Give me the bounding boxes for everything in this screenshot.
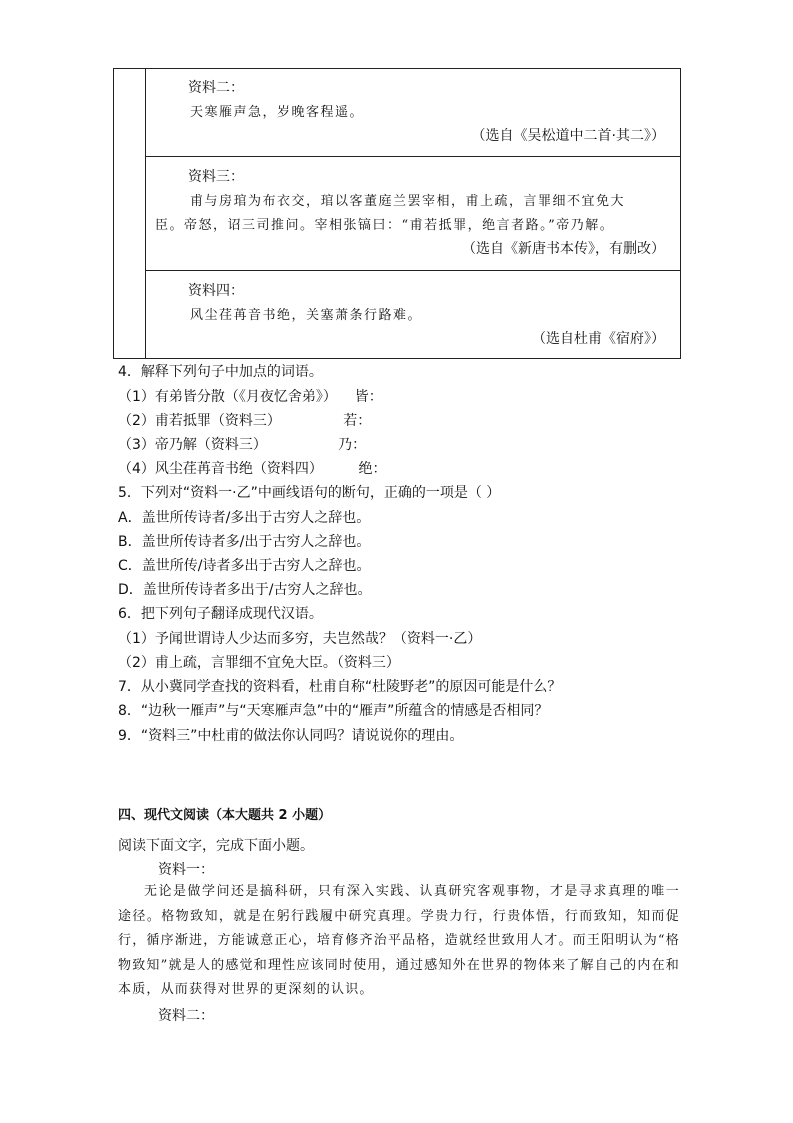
material-2-text: 天寒雁声急，岁晚客程遥。 bbox=[190, 105, 365, 120]
question-4-item-4: （4）风尘荏苒音书绝（资料四） 绝： bbox=[118, 461, 387, 477]
question-8: 8．“边秋一雁声”与“天寒雁声急”中的“雁声”所蕴含的情感是否相同？ bbox=[118, 703, 549, 719]
question-4-item-1: （1）有弟皆分散（《月夜忆舍弟》） 皆： bbox=[118, 389, 383, 405]
material-3-source: （选自《新唐书本传》，有删改） bbox=[462, 241, 665, 257]
row-divider bbox=[145, 156, 680, 157]
material-2-title: 资料二： bbox=[188, 80, 244, 96]
question-9: 9．“资料三”中杜甫的做法你认同吗？请说说你的理由。 bbox=[118, 728, 464, 744]
question-6-item-2: （2）甫上疏，言罪细不宜免大臣。（资料三） bbox=[118, 655, 400, 671]
question-4: 4．解释下列句子中加点的词语。 bbox=[118, 364, 323, 380]
material-3-text-line1: 甫与房琯为布衣交，琯以客董庭兰罢宰相，甫上疏，言罪细不宜免大 bbox=[190, 194, 626, 209]
question-5: 5．下列对“资料一·乙”中画线语句的断句，正确的一项是（ ） bbox=[118, 485, 501, 501]
material-2-source: （选自《吴松道中二首·其二》） bbox=[471, 128, 665, 144]
question-5-option-a: A．盖世所传诗者/多出于古穷人之辞也。 bbox=[118, 510, 371, 526]
question-5-option-b: B．盖世所传诗者多/出于古穷人之辞也。 bbox=[118, 534, 371, 550]
modern-material-1-title: 资料一： bbox=[158, 862, 214, 878]
table-left-column-divider bbox=[145, 69, 146, 358]
material-3-text-line2: 臣。帝怒，诏三司推问。宰相张镐曰：“甫若抵罪，绝言者路。”帝乃解。 bbox=[155, 218, 615, 233]
modern-material-1-text: 无论是做学问还是搞科研，只有深入实践、认真研究客观事物，才是寻求真理的唯一途径。格物致知，就是在躬行践履中研究真理。学贵力行，行贵体悟，行而致知，知而促行，循序渐进，方能诚意正心，培育修齐治平品格，造就经世致用人才。而王阳明认为“格物致知”就是人的感觉和理性应该同时使用，通过感知外在世界的物体来了解自己的内在和本质，从而获得对世界的更深刻的认识。 bbox=[118, 884, 680, 997]
row-divider bbox=[145, 270, 680, 271]
section-4-heading: 四、现代文阅读（本大题共 2 小题） bbox=[118, 808, 332, 823]
material-3-title: 资料三： bbox=[188, 169, 244, 185]
modern-material-2-title: 资料二： bbox=[158, 1008, 214, 1024]
question-4-item-2: （2）甫若抵罪（资料三） 若： bbox=[118, 413, 372, 429]
material-4-source: （选自杜甫《宿府》） bbox=[532, 331, 665, 347]
material-4-title: 资料四： bbox=[188, 283, 244, 299]
question-4-item-3: （3）帝乃解（资料三） 乃： bbox=[118, 437, 367, 453]
material-4-text: 风尘荏苒音书绝，关塞萧条行路难。 bbox=[190, 308, 423, 323]
question-7: 7．从小冀同学查找的资料看，杜甫自称“杜陵野老”的原因可能是什么？ bbox=[118, 679, 562, 695]
question-5-option-c: C．盖世所传/诗者多出于古穷人之辞也。 bbox=[118, 558, 371, 574]
section-4-instruction: 阅读下面文字，完成下面小题。 bbox=[118, 838, 314, 854]
question-6-item-1: （1）予闻世谓诗人少达而多穷，夫岂然哉？（资料一·乙） bbox=[118, 631, 482, 647]
question-5-option-d: D．盖世所传诗者多出于/古穷人之辞也。 bbox=[118, 582, 372, 598]
question-6: 6．把下列句子翻译成现代汉语。 bbox=[118, 606, 323, 622]
